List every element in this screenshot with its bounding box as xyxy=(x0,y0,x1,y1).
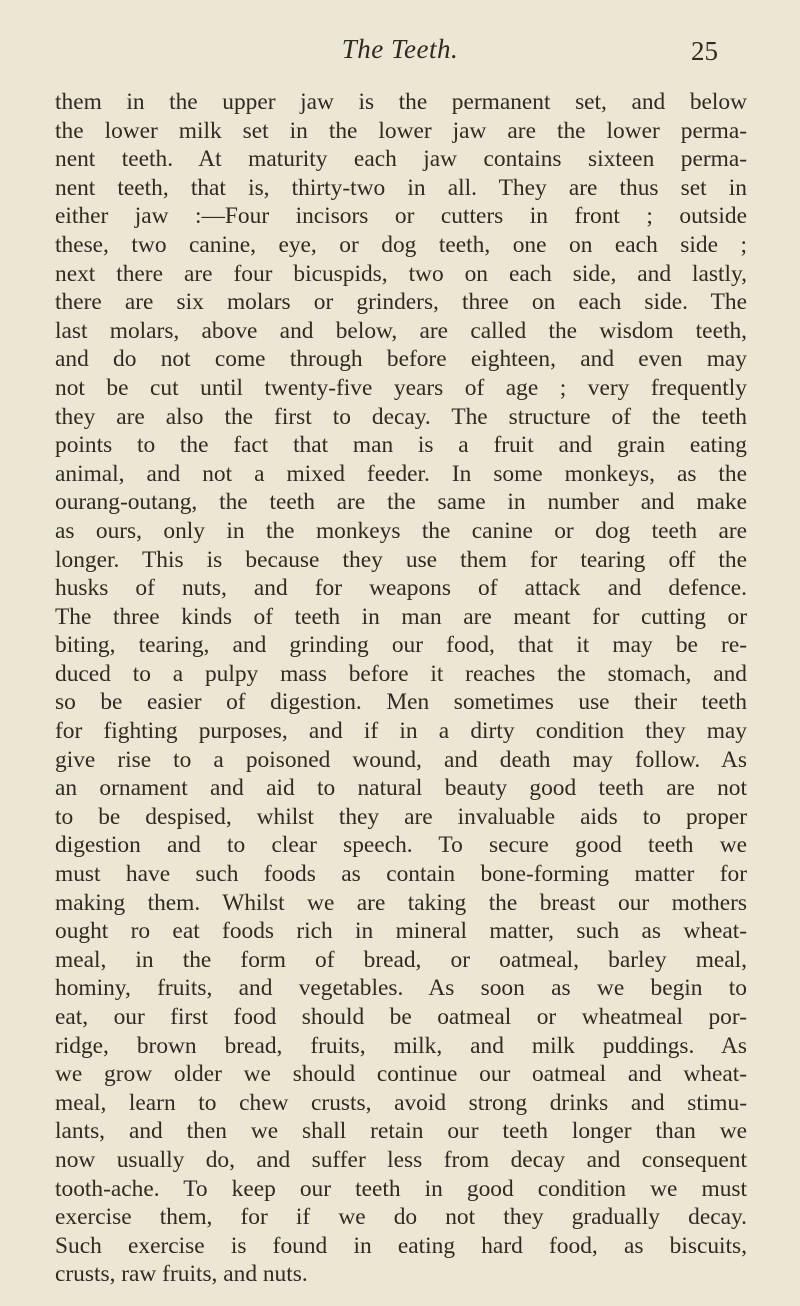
body-paragraph xyxy=(55,88,747,1289)
text-line: for fighting purposes, and if in a dirty condition they may xyxy=(55,718,747,745)
text-line: they are also the first to decay. The structure of the teeth xyxy=(55,403,747,430)
text-line: not be cut until twenty-five years of age ; very frequently xyxy=(55,374,747,401)
text-line: ourang-outang, the teeth are the same in number and make xyxy=(55,489,747,516)
text-line: nent teeth. At maturity each jaw contains sixteen perma- xyxy=(55,146,747,173)
text-line: them in the upper jaw is the permanent set, and below xyxy=(55,89,747,115)
text-line: the lower milk set in the lower jaw are the lower perma- xyxy=(55,117,747,144)
text-line: hominy, fruits, and vegetables. As soon as we begin to xyxy=(55,975,747,1002)
text-line: exercise them, for if we do not they gradually decay. xyxy=(55,1204,747,1231)
text-line: must have such foods as contain bone-forming matter for xyxy=(55,861,747,888)
text-line: last molars, above and below, are called the wisdom teeth, xyxy=(55,317,747,344)
text-line: so be easier of digestion. Men sometimes use their teeth xyxy=(55,689,747,716)
text-line: biting, tearing, and grinding our food, that it may be re- xyxy=(55,632,747,659)
text-line: either jaw :—Four incisors or cutters in front ; outside xyxy=(55,203,747,230)
text-line: ought ro eat foods rich in mineral matter, such as wheat- xyxy=(55,918,747,945)
text-line: eat, our first food should be oatmeal or wheatmeal por- xyxy=(55,1004,747,1030)
text-line: an ornament and aid to natural beauty good teeth are not xyxy=(55,775,747,802)
text-line: points to the fact that man is a fruit and grain eating xyxy=(55,432,747,459)
text-line: to be despised, whilst they are invaluable aids to proper xyxy=(55,803,747,830)
text-line: nent teeth, that is, thirty-two in all. They are thus set in xyxy=(55,174,747,201)
text-line: husks of nuts, and for weapons of attack and defence. xyxy=(55,575,747,602)
running-title: The Teeth. xyxy=(341,34,459,64)
text-line: Such exercise is found in eating hard food, as biscuits, xyxy=(55,1232,747,1259)
text-line: there are six molars or grinders, three on each side. The xyxy=(55,289,747,316)
text-line: as ours, only in the monkeys the canine or dog teeth are xyxy=(55,517,747,544)
text-line: crusts, raw fruits, and nuts. xyxy=(55,1261,308,1288)
page-number: 25 xyxy=(691,36,718,66)
text-line: The three kinds of teeth in man are meant for cutting or xyxy=(55,603,747,630)
text-line: making them. Whilst we are taking the breast our mothers xyxy=(55,889,747,916)
text-line: and do not come through before eighteen, and even may xyxy=(55,346,747,373)
text-line: next there are four bicuspids, two on each side, and lastly, xyxy=(55,260,747,287)
text-line: longer. This is because they use them for tearing off the xyxy=(55,546,747,573)
text-line: meal, in the form of bread, or oatmeal, barley meal, xyxy=(55,946,747,973)
text-line: give rise to a poisoned wound, and death may follow. As xyxy=(55,746,747,773)
text-line: ridge, brown bread, fruits, milk, and milk puddings. As xyxy=(55,1032,747,1059)
text-line: we grow older we should continue our oatmeal and wheat- xyxy=(55,1061,747,1088)
running-head xyxy=(0,24,800,64)
text-line: duced to a pulpy mass before it reaches the stomach, and xyxy=(55,660,747,687)
text-line: now usually do, and suffer less from decay and consequent xyxy=(55,1146,747,1173)
text-line: these, two canine, eye, or dog teeth, one on each side ; xyxy=(55,231,747,258)
text-line: meal, learn to chew crusts, avoid strong drinks and stimu- xyxy=(55,1089,747,1116)
text-line: lants, and then we shall retain our teeth longer than we xyxy=(55,1118,747,1145)
text-line: animal, and not a mixed feeder. In some monkeys, as the xyxy=(55,460,747,487)
text-line: tooth-ache. To keep our teeth in good condition we must xyxy=(55,1175,747,1202)
text-line: digestion and to clear speech. To secure good teeth we xyxy=(55,832,747,859)
